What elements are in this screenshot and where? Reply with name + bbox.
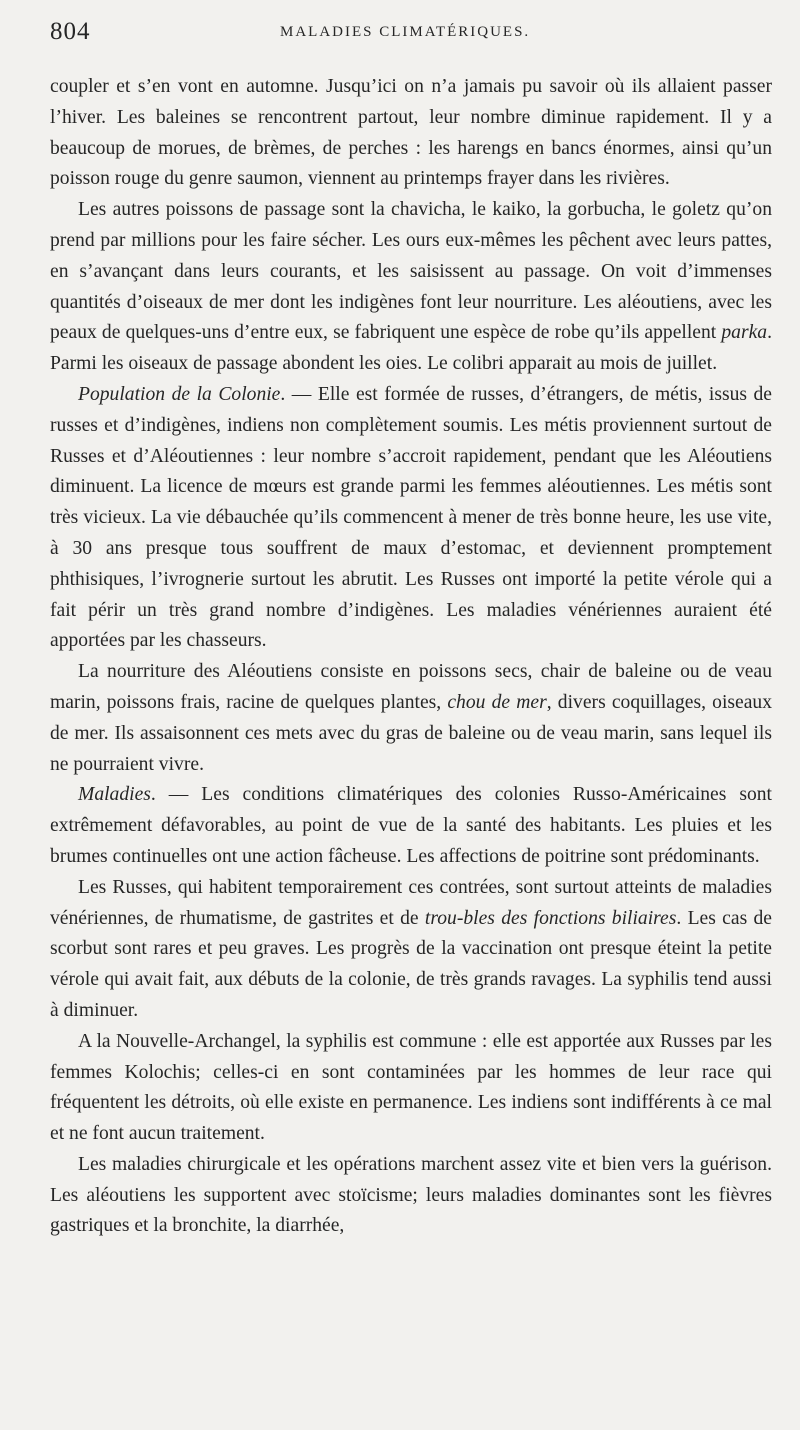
page-number: 804 bbox=[50, 18, 91, 45]
text-run: . Parmi les oiseaux de passage abondent les oies. Le colibri apparait au mois de juillet. bbox=[50, 322, 772, 375]
paragraph-surgery bbox=[50, 1150, 772, 1242]
text-run: . Les cas de scorbut sont rares et peu graves. Les progrès de la vaccination ont presque éteint la petite vérole qui avait fait, aux débuts de la colonie, de très grands ravages. La syphilis tend aussi à diminuer. bbox=[50, 907, 772, 1021]
section-heading: Maladies bbox=[78, 784, 151, 806]
italic-term: chou de mer bbox=[447, 691, 547, 713]
page-header bbox=[50, 14, 770, 54]
text-run: Les autres poissons de passage sont la chavicha, le kaiko, la gorbucha, le goletz qu’on prend par millions pour les faire sécher. Les ours eux-mêmes les pêchent avec leurs pattes, en s’avançant dans leurs courants, et les saisissent au passage. On voit d’immenses quantités d’oiseaux de mer dont les indigènes font leur nourriture. Les aléoutiens, avec les peaux de quelques-uns d’entre eux, se fabriquent une espèce de robe qu’ils appellent bbox=[50, 199, 772, 344]
text-run: . — Elle est formée de russes, d’étrangers, de métis, issus de russes et d’indigènes, indiens non complètement soumis. Les métis proviennent surtout de Russes et d’Aléoutiennes : leur nombre s’accroit rapidement, pendant que les Aléoutiens diminuent. La licence de mœurs est grande parmi les femmes aléoutiennes. Les métis sont très vicieux. La vie débauchée qu’ils commencent à mener de très bonne heure, les use vite, à 30 ans presque tous souffrent de maux d’estomac, et deviennent promptement phthisiques, l’ivrognerie surtout les abrutit. Les Russes ont importé la petite vérole qui a fait périr un très grand nombre d’indigènes. Les maladies vénériennes auraient été apportées par les chasseurs. bbox=[50, 383, 773, 652]
paragraph-fish-and-birds bbox=[50, 195, 772, 380]
italic-term: trou-bles des fonctions biliaires bbox=[424, 907, 677, 929]
running-head: MALADIES CLIMATÉRIQUES. bbox=[280, 24, 531, 40]
section-heading: Population de la Colonie bbox=[78, 383, 281, 405]
paragraph-archangel bbox=[50, 1027, 772, 1150]
text-run: coupler et s’en vont en automne. Jusqu’ici on n’a jamais pu savoir où ils allaient passer l’hiver. Les baleines se rencontrent partout, leur nombre diminue rapidement. Il y a beaucoup de morues, de brèmes, de perches : les harengs en bancs énormes, ainsi qu’un poisson rouge du genre saumon, viennent au printemps frayer dans les rivières. bbox=[50, 76, 772, 190]
text-run: . — Les conditions climatériques des colonies Russo-Américaines sont extrêmement défavorables, au point de vue de la santé des habitants. Les pluies et les brumes continuelles ont une action fâcheuse. Les affections de poitrine sont prédominants. bbox=[50, 784, 772, 867]
paragraph-continuation bbox=[50, 72, 772, 195]
text-run: Les maladies chirurgicale et les opérations marchent assez vite et bien vers la guérison. Les aléoutiens les supportent avec stoïcisme; leurs maladies dominantes sont les fièvres gastriques et la bronchite, la diarrhée, bbox=[50, 1153, 772, 1237]
paragraph-russians bbox=[50, 873, 772, 1027]
text-run: La nourriture des Aléoutiens consiste en poissons secs, chair de baleine ou de veau marin, poissons frais, racine de quelques plantes, bbox=[50, 661, 772, 713]
italic-term: parka bbox=[721, 322, 768, 344]
text-run: A la Nouvelle-Archangel, la syphilis est commune : elle est apportée aux Russes par les femmes Kolochis; celles-ci en sont contaminées par les hommes de leur race qui fréquentent les détroits, où elle existe en permanence. Les indiens sont indifférents à ce mal et ne font aucun traitement. bbox=[50, 1030, 772, 1145]
text-run: , divers coquillages, oiseaux de mer. Ils assaisonnent ces mets avec du gras de baleine ou de veau marin, sans lequel ils ne pourraient vivre. bbox=[50, 691, 773, 775]
paragraph-diseases bbox=[50, 780, 772, 872]
paragraph-population bbox=[50, 380, 772, 657]
text-run: Les Russes, qui habitent temporairement ces contrées, sont surtout atteints de maladies vénériennes, de rhumatisme, de gastrites et de bbox=[50, 876, 772, 929]
paragraph-food bbox=[50, 657, 772, 780]
body-text bbox=[50, 72, 772, 1242]
